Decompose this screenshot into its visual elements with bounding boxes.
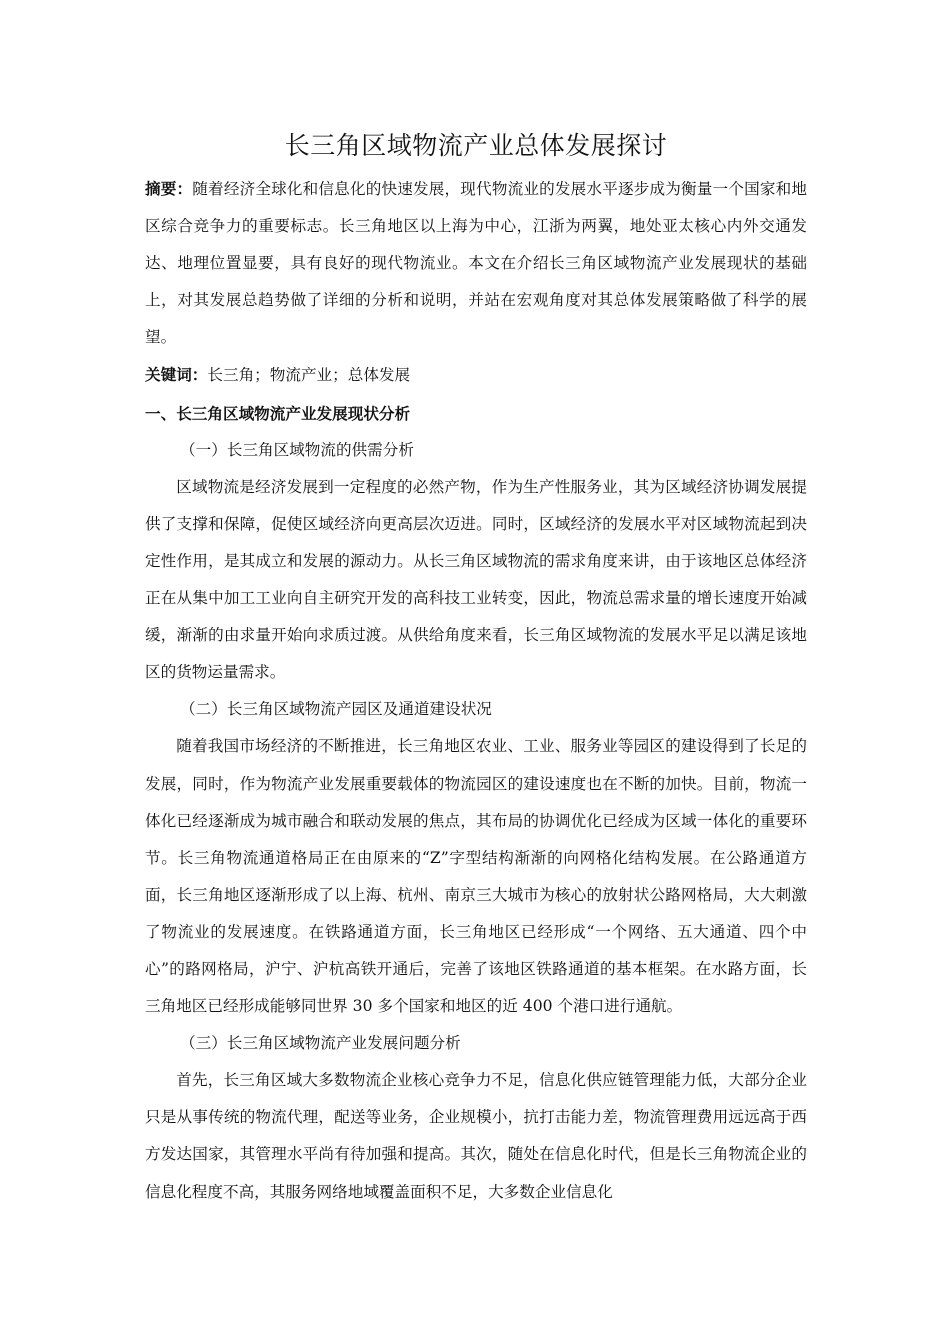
document-body	[145, 128, 807, 1211]
subsection-heading-supply-demand: （一）长三角区域物流的供需分析	[180, 440, 414, 459]
keywords-label: 关键词：	[145, 365, 208, 385]
section-heading: 一、长三角区域物流产业发展现状分析	[145, 403, 411, 423]
paragraph-parks-channels: 随着我国市场经济的不断推进，长三角地区农业、工业、服务业等园区的建设得到了长足的发展，同时，作为物流产业发展重要载体的物流园区的建设速度也在不断的加快。目前，物流一体化已经逐渐成为城市融合和联动发展的焦点，其布局的协调优化已经成为区域一体化的重要环节。长三角物流通道格局正在由原来的“Z”字型结构渐渐的向网格化结构发展。在公路通道方面，长三角地区逐渐形成了以上海、杭州、南京三大城市为核心的放射状公路网格局，大大刺激了物流业的发展速度。在铁路通道方面，长三角地区已经形成“一个网络、五大通道、四个中心”的路网格局，沪宁、沪杭高铁开通后，完善了该地区铁路通道的基本框架。在水路方面，长三角地区已经形成能够同世界 30 多个国家和地区的近 400 个港口进行通航。	[145, 737, 807, 1016]
abstract-text: 随着经济全球化和信息化的快速发展，现代物流业的发展水平逐步成为衡量一个国家和地区综合竞争力的重要标志。长三角地区以上海为中心，江浙为两翼，地处亚太核心内外交通发达、地理位置显要，具有良好的现代物流业。本文在介绍长三角区域物流产业发展现状的基础上，对其发展总趋势做了详细的分析和说明，并站在宏观角度对其总体发展策略做了科学的展望。	[145, 180, 807, 347]
paragraph-supply-demand: 区域物流是经济发展到一定程度的必然产物，作为生产性服务业，其为区域经济协调发展提供了支撑和保障，促使区域经济向更高层次迈进。同时，区域经济的发展水平对区域物流起到决定性作用，是其成立和发展的源动力。从长三角区域物流的需求角度来讲，由于该地区总体经济正在从集中加工工业向自主研究开发的高科技工业转变，因此，物流总需求量的增长速度开始减缓，渐渐的由求量开始向求质过渡。从供给角度来看，长三角区域物流的发展水平足以满足该地区的货物运量需求。	[145, 477, 807, 682]
document-title: 长三角区域物流产业总体发展探讨	[284, 131, 668, 160]
subsection-heading-parks-channels: （二）长三角区域物流产园区及通道建设状况	[180, 700, 492, 719]
keywords-paragraph	[145, 356, 807, 394]
paragraph-problems: 首先，长三角区域大多数物流企业核心竞争力不足，信息化供应链管理能力低，大部分企业只是从事传统的物流代理，配送等业务，企业规模小，抗打击能力差，物流管理费用远远高于西方发达国家，其管理水平尚有待加强和提高。其次，随处在信息化时代，但是长三角物流企业的信息化程度不高，其服务网络地域覆盖面积不足，大多数企业信息化	[145, 1071, 807, 1201]
abstract-label: 摘要：	[145, 179, 193, 198]
subsection-heading-problems: （三）长三角区域物流产业发展问题分析	[180, 1034, 461, 1053]
keywords-text: 长三角；物流产业；总体发展	[207, 366, 411, 385]
abstract-paragraph	[145, 170, 807, 356]
